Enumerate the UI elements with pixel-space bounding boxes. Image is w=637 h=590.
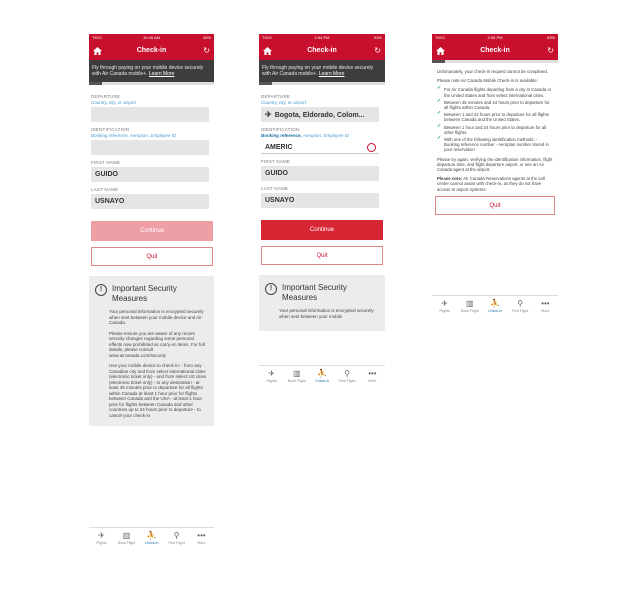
battery-label: 93% (546, 35, 555, 40)
page-title: Check-in (307, 47, 337, 54)
promo-banner (259, 60, 385, 82)
security-panel (259, 275, 385, 331)
tab-label: Flights (266, 379, 277, 383)
identification-value: AMERIC (265, 144, 293, 151)
continue-button[interactable]: Continue (261, 220, 383, 240)
quit-button[interactable]: Quit (91, 247, 213, 266)
list-item (437, 87, 553, 97)
status-bar (432, 34, 558, 42)
check-icon: ✓ (437, 135, 442, 142)
security-paragraph: Your personal information is encrypted securely when sent between your mobile (279, 308, 374, 319)
tab-label: Flights (439, 309, 450, 313)
phone-screen-3 (432, 34, 558, 316)
list-item-text: Between 45 minutes and 24 hours prior to departure for all flights within Canada. (444, 99, 550, 111)
checkin-icon: ⛹ (317, 369, 327, 378)
checkin-icon: ⛹ (146, 531, 157, 540)
list-item-text: With one of the following identification methods: - Booking reference number - Aeroplan number stored in your reservation (444, 137, 549, 153)
quit-button[interactable]: Quit (435, 196, 555, 215)
phone-screen-2 (259, 34, 385, 386)
identification-hint (261, 133, 383, 138)
progress-bar (259, 82, 385, 85)
tab-bar (432, 295, 558, 316)
refresh-icon[interactable]: ↻ (203, 46, 210, 55)
last-name-label: LAST NAME (91, 187, 119, 192)
luggage-icon: ▥ (122, 531, 131, 540)
security-title: Important Security Measures (112, 284, 177, 303)
tab-flights[interactable] (89, 528, 114, 548)
continue-button[interactable]: Continue (91, 221, 213, 241)
departure-hint: Country, city, or airport (261, 100, 306, 105)
battery-label: 93% (373, 35, 382, 40)
tab-label: Check-in (315, 379, 329, 383)
error-message (432, 63, 558, 192)
tab-check-in[interactable] (139, 528, 164, 548)
banner-text: Fly through paying on your mobile device securely with Air Canada mobile+. (92, 65, 204, 77)
exclamation-icon: ! (265, 283, 277, 295)
learn-more-link[interactable]: Learn More (148, 71, 175, 77)
departure-hint: Country, city, or airport (91, 100, 136, 105)
list-item-text: Between 1 and 24 hours prior to departure for all flights between Canada and the United States. (444, 112, 549, 123)
tab-more[interactable] (533, 296, 558, 316)
tab-label: Find Flight (512, 309, 529, 313)
airplane-icon: ✈ (98, 531, 105, 540)
first-name-input[interactable]: GUIDO (91, 167, 209, 182)
more-icon: ••• (197, 531, 206, 540)
departure-label: DEPARTURE (91, 94, 121, 99)
luggage-icon: ▥ (293, 369, 301, 378)
tab-label: Book Flight (461, 309, 479, 313)
availability-list (437, 87, 553, 152)
battery-label: 28% (202, 35, 211, 40)
airplane-icon: ✈ (265, 110, 272, 119)
tab-find-flight[interactable] (508, 296, 533, 316)
tab-flights[interactable] (432, 296, 457, 316)
clock-label: 2:54 PM (314, 35, 330, 40)
airplane-icon: ✈ (268, 369, 275, 378)
security-panel (89, 276, 214, 426)
refresh-icon[interactable]: ↻ (374, 46, 381, 55)
nav-bar (89, 42, 214, 60)
search-icon: ⚲ (517, 299, 524, 308)
carrier-label: TIGO (262, 35, 272, 40)
phone-screen-1 (89, 34, 214, 548)
tab-book-flight[interactable] (457, 296, 482, 316)
retry-text: Please try again, verifying the identification information, flight departure time, and flight departure airport, or see an Air Canada agent at the airport. (437, 156, 553, 173)
identification-hint-rest: Aeroplan, Employee ID (301, 133, 350, 138)
page-title: Check-in (480, 47, 510, 54)
tab-find-flight[interactable] (164, 528, 189, 548)
tab-label: Book Flight (288, 379, 306, 383)
promo-banner (89, 60, 214, 82)
check-icon: ✓ (437, 85, 442, 92)
status-bar (89, 34, 214, 42)
checkin-form (259, 85, 385, 265)
first-name-label: FIRST NAME (261, 159, 291, 164)
nav-bar (432, 42, 558, 60)
progress-fill (259, 82, 272, 85)
progress-fill (432, 60, 445, 63)
security-paragraph: Please ensure you are aware of any recent security changes regarding some personal effects now prohibited as carry-on items. For full details, please consult www.aircanada.com/security (109, 330, 205, 358)
quit-button[interactable]: Quit (261, 246, 383, 265)
refresh-icon[interactable]: ↻ (547, 46, 554, 55)
list-item-text: For Air Canada flights departing from a city in Canada or the United States and from select international cities. (444, 87, 552, 98)
tab-bar (259, 365, 385, 386)
tab-bar (89, 527, 214, 548)
banner-text: Fly through paying on your mobile device securely with Air Canada mobile+. (262, 65, 374, 77)
departure-label: DEPARTURE (261, 94, 291, 99)
identification-label: IDENTIFICATION (261, 127, 300, 132)
identification-hint-bold: Booking reference, (261, 133, 302, 138)
tab-flights[interactable] (259, 366, 284, 386)
list-item (437, 112, 553, 122)
error-text: Unfortunately, your check-in request cannot be completed. (437, 69, 548, 74)
first-name-input[interactable]: GUIDO (261, 166, 379, 181)
clock-label: 10:45 AM (143, 35, 160, 40)
tab-label: More (368, 379, 377, 383)
progress-bar (432, 60, 558, 63)
progress-bar (89, 82, 214, 85)
security-paragraph: Your personal information is encrypted securely when sent between your mobile device and Air Canada. (109, 309, 204, 325)
last-name-input[interactable]: USNAYO (261, 193, 379, 208)
note-body: Air Canada Reservations agents at the call center cannot assist with check-in, as they do not have access to airport systems. (437, 176, 545, 192)
search-icon: ⚲ (344, 369, 351, 378)
tab-book-flight[interactable] (114, 528, 139, 548)
tab-label: Check-in (488, 309, 502, 313)
tab-label: More (197, 541, 206, 545)
identification-input[interactable] (91, 140, 209, 155)
tab-more[interactable] (189, 528, 214, 548)
maple-leaf-icon (367, 143, 376, 152)
carrier-label: TIGO (435, 35, 445, 40)
tab-more[interactable] (360, 366, 385, 386)
info-text: Please note Air Canada Mobile Check-in is available: (437, 78, 538, 84)
search-icon: ⚲ (173, 531, 180, 540)
tab-book-flight[interactable] (284, 366, 309, 386)
security-header (265, 283, 379, 303)
tab-label: Check-in (144, 541, 159, 545)
nav-bar (259, 42, 385, 60)
identification-label: IDENTIFICATION (91, 127, 130, 132)
departure-value: Bogota, Eldorado, Colom... (274, 112, 365, 119)
list-item-text: Between 1 hour and 24 hours prior to departure for all other flights. (444, 124, 547, 135)
list-item (437, 122, 553, 135)
status-bar (259, 34, 385, 42)
list-item (437, 137, 553, 153)
tab-label: More (541, 309, 550, 313)
security-header (95, 284, 208, 304)
luggage-icon: ▥ (466, 299, 474, 308)
identification-hint: Booking reference, Aeroplan, Employee ID (91, 133, 177, 138)
exclamation-icon: ! (95, 284, 107, 296)
note-text (437, 176, 553, 192)
progress-fill (89, 82, 102, 85)
first-name-label: FIRST NAME (91, 160, 121, 165)
check-icon: ✓ (437, 110, 442, 117)
note-label: Please note: (437, 176, 463, 182)
checkin-form (89, 85, 214, 266)
airplane-icon: ✈ (441, 299, 448, 308)
carrier-label: TIGO (92, 35, 102, 40)
more-icon: ••• (368, 369, 377, 378)
tab-label: Find Flight (168, 541, 185, 545)
checkin-icon: ⛹ (490, 299, 500, 308)
list-item (437, 97, 553, 111)
tab-check-in[interactable] (482, 296, 507, 316)
more-icon: ••• (541, 299, 550, 308)
tab-label: Flights (96, 541, 107, 545)
tab-find-flight[interactable] (335, 366, 360, 386)
last-name-input[interactable]: USNAYO (91, 194, 209, 209)
page-title: Check-in (136, 47, 167, 54)
check-icon: ✓ (437, 122, 442, 129)
tab-check-in[interactable] (309, 366, 334, 386)
tab-label: Find Flight (339, 379, 356, 383)
check-icon: ✓ (437, 97, 442, 104)
identification-input[interactable] (261, 140, 379, 154)
learn-more-link[interactable]: Learn More (318, 71, 345, 77)
departure-input[interactable] (91, 107, 209, 122)
tab-label: Book Flight (117, 541, 136, 545)
security-paragraph: Use your mobile device to check-in: - from any Canadian city and from select international cities (electronic ticket only) - and from select US cities (electronic ticket only) - to any destination - at least 45 minutes prior to departure for all flights within Canada at least 1 hour prior for flights between Canada and the USA - at least 1 hour prior for flights between Canada and other countries up to 24 hours prior to departure - to cancel your check-in (109, 363, 207, 418)
security-title: Important Security Measures (282, 283, 347, 302)
clock-label: 2:55 PM (487, 35, 503, 40)
last-name-label: LAST NAME (261, 186, 289, 191)
departure-input[interactable] (261, 107, 379, 122)
